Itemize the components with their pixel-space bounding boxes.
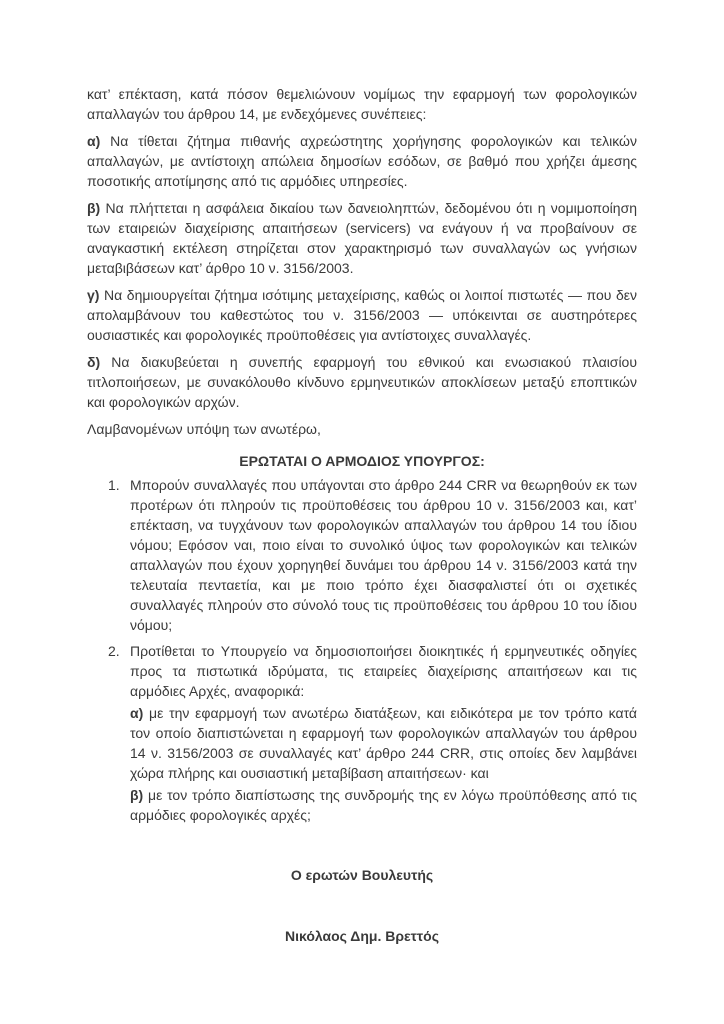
question-2-body bbox=[130, 641, 637, 827]
subpoint-beta bbox=[130, 785, 637, 825]
question-list bbox=[87, 475, 637, 827]
subpoint-alpha bbox=[130, 703, 637, 783]
point-alpha bbox=[87, 131, 637, 191]
point-delta-label: δ) bbox=[87, 354, 101, 370]
intro-paragraph: κατ’ επέκταση, κατά πόσον θεμελιώνουν νομίμως την εφαρμογή των φορολογικών απαλλαγών του άρθρου 14, με ενδεχόμενες συνέπειες: bbox=[87, 86, 637, 122]
signature-name: Νικόλαος Δημ. Βρεττός bbox=[284, 928, 440, 944]
subpoint-alpha-label: α) bbox=[130, 705, 144, 721]
question-item-2 bbox=[87, 641, 637, 827]
point-beta-text: Να πλήττεται η ασφάλεια δικαίου των δανειοληπτών, δεδομένου ότι η νομιμοποίηση των εταιρειών διαχείρισης απαιτήσεων (servicers) να ενάγουν ή να προβαίνουν σε αναγκαστική εκτέλεση στηρίζεται στον χαρακτηρισμό των συναλλαγών ως γνήσιων μεταβιβάσεων κατ’ άρθρο 10 ν. 3156/2003. bbox=[87, 200, 637, 276]
question-1-number: 1. bbox=[108, 477, 120, 493]
question-heading: ΕΡΩΤΑΤΑΙ Ο ΑΡΜΟΔΙΟΣ ΥΠΟΥΡΓΟΣ: bbox=[239, 453, 485, 469]
signature-role: Ο ερωτών Βουλευτής bbox=[290, 867, 434, 883]
point-beta bbox=[87, 198, 637, 278]
point-gamma bbox=[87, 285, 637, 345]
point-alpha-label: α) bbox=[87, 133, 101, 149]
point-delta bbox=[87, 352, 637, 412]
point-alpha-text: Να τίθεται ζήτημα πιθανής αχρεώστητης χορήγησης φορολογικών και τελικών απαλλαγών, με αντίστοιχη απώλεια δημοσίων εσόδων, σε βαθμό που χρήζει άμεσης ποσοτικής αποτίμησης από τις αρμόδιες υπηρεσίες. bbox=[87, 133, 637, 189]
question-2-number: 2. bbox=[108, 643, 120, 659]
question-item-1 bbox=[87, 475, 637, 637]
question-1-text: Μπορούν συναλλαγές που υπάγονται στο άρθρο 244 CRR να θεωρηθούν εκ των προτέρων ότι πληρούν τις προϋποθέσεις του άρθρου 10 ν. 3156/2003 και, κατ’ επέκταση, να τυγχάνουν των φορολογικών απαλλαγών του άρθρου 14 του ίδιου νόμου; Εφόσον ναι, ποιο είναι το συνολικό ύψος των φορολογικών και τελικών απαλλαγών που έχουν χορηγηθεί δυνάμει του άρθρου 14 ν. 3156/2003 κατά την τελευταία πενταετία, και με ποιο τρόπο έχει διασφαλιστεί ότι οι σχετικές συναλλαγές πληρούν στο σύνολό τους τις προϋποθέσεις του άρθρου 10 του ίδιου νόμου; bbox=[130, 477, 637, 633]
point-gamma-label: γ) bbox=[87, 287, 100, 303]
subpoint-beta-label: β) bbox=[130, 787, 144, 803]
question-1-body bbox=[130, 475, 637, 637]
question-2-text: Προτίθεται το Υπουργείο να δημοσιοποιήσει διοικητικές ή ερμηνευτικές οδηγίες προς τα πιστωτικά ιδρύματα, τις εταιρείες διαχείρισης απαιτήσεων και τις αρμόδιες Αρχές, αναφορικά: bbox=[130, 643, 637, 699]
point-delta-text: Να διακυβεύεται η συνεπής εφαρμογή του εθνικού και ενωσιακού πλαισίου τιτλοποιήσεων, με συνακόλουθο κίνδυνο ερμηνευτικών αποκλίσεων μεταξύ εποπτικών και φορολογικών αρχών. bbox=[87, 354, 637, 410]
point-gamma-text: Να δημιουργείται ζήτημα ισότιμης μεταχείρισης, καθώς οι λοιποί πιστωτές — που δεν απολαμβάνουν του καθεστώτος του ν. 3156/2003 — υπόκεινται σε αυστηρότερες ουσιαστικές και φορολογικές προϋποθέσεις για αντίστοιχες συναλλαγές. bbox=[87, 287, 637, 343]
transition-line: Λαμβανομένων υπόψη των ανωτέρω, bbox=[87, 421, 321, 437]
subpoint-alpha-text: με την εφαρμογή των ανωτέρω διατάξεων, και ειδικότερα με τον τρόπο κατά τον οποίο διαπιστώνεται η εφαρμογή των φορολογικών απαλλαγών του άρθρου 14 ν. 3156/2003 σε συναλλαγές κατ’ άρθρο 244 CRR, στις οποίες δεν λαμβάνει χώρα πλήρης και ουσιαστική μεταβίβαση απαιτήσεων· και bbox=[130, 705, 637, 781]
subpoint-beta-text: με τον τρόπο διαπίστωσης της συνδρομής της εν λόγω προϋπόθεσης από τις αρμόδιες φορολογικές αρχές; bbox=[130, 787, 638, 823]
point-beta-label: β) bbox=[87, 200, 101, 216]
